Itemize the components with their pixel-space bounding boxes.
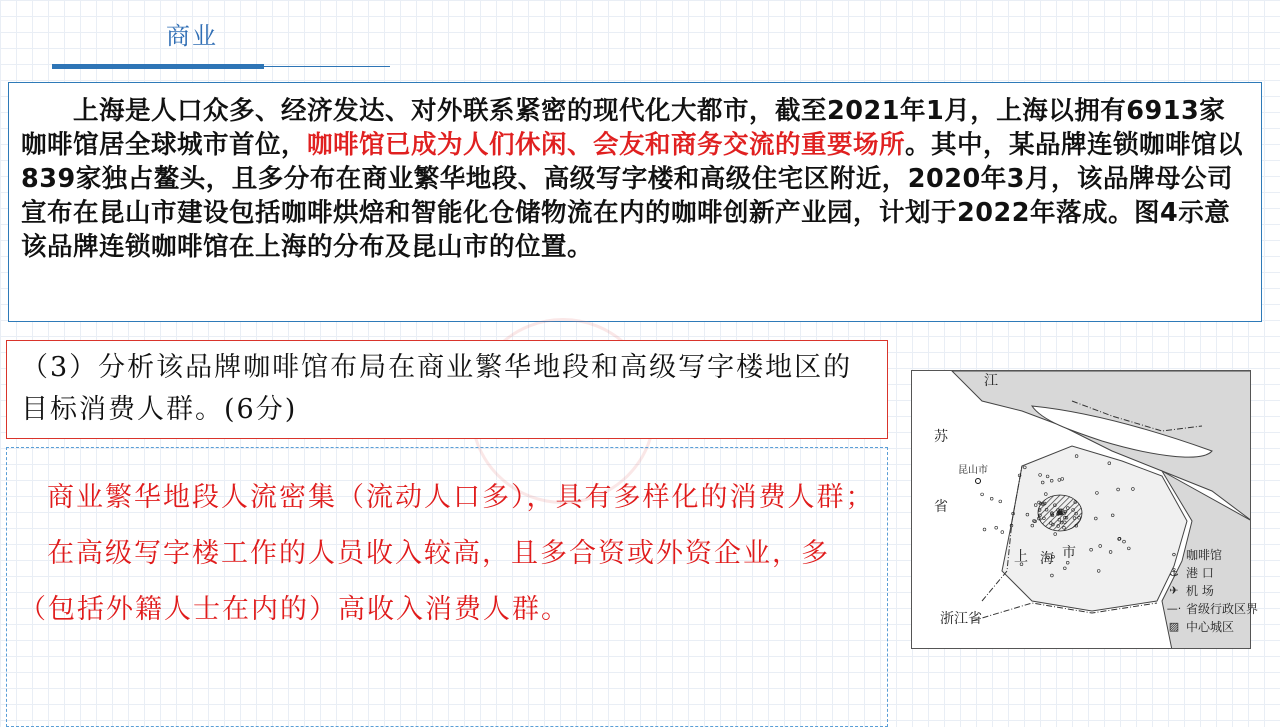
- legend-row-port: [1166, 564, 1276, 582]
- legend-label: 咖啡馆: [1186, 548, 1223, 562]
- map-label-shi: 市: [1062, 545, 1076, 561]
- airplane-icon: ✈: [1169, 584, 1179, 597]
- map-label-su: 苏: [934, 429, 948, 445]
- legend-label: 中心城区: [1186, 620, 1235, 634]
- question-box: [6, 340, 888, 439]
- intro-text-1: 上海是人口众多、经济发达、对外联系紧密的现代化大都市，截至2021年1月，上海以拥有6913家咖啡馆居全球城市首位，: [21, 96, 1226, 160]
- boundary-line-icon: —·: [1166, 602, 1182, 615]
- legend-row-airport: [1166, 582, 1276, 600]
- title-underline-bar: [52, 64, 264, 69]
- map-legend: [1166, 546, 1276, 636]
- map-label-zhejiang: 浙江省: [940, 611, 982, 627]
- legend-label: 省级行政区界: [1186, 602, 1259, 616]
- answer-line-2: 在高级写字楼工作的人员收入较高，且多合资或外资企业，多（包括外籍人士在内的）高收入消费人群。: [19, 538, 830, 625]
- answer-box: [6, 447, 888, 727]
- answer-line-1: 商业繁华地段人流密集（流动人口多），具有多样化的消费人群；: [47, 482, 875, 513]
- map-label-sheng: 省: [934, 499, 948, 515]
- legend-label: 港 口: [1186, 566, 1214, 580]
- anchor-icon: ⚓: [1169, 566, 1179, 579]
- question-text: （3）分析该品牌咖啡馆布局在商业繁华地段和高级写字楼地区的目标消费人群。(6分): [21, 352, 853, 425]
- legend-label: 机 场: [1186, 584, 1214, 598]
- map-label-kunshan: 昆山市: [958, 465, 988, 476]
- dot-icon: ∘: [1170, 548, 1178, 561]
- intro-passage: [8, 82, 1262, 322]
- map-label-shang: 上: [1014, 549, 1028, 565]
- legend-row-boundary: [1166, 600, 1276, 618]
- map-label-hai: 海: [1040, 551, 1054, 567]
- intro-text-2: 。其中，某品牌连锁咖啡馆以839家独占鳌头，且多分布在商业繁华地段、高级写字楼和高级住宅区附近，2020年3月，该品牌母公司宣布在昆山市建设包括咖啡烘焙和智能化仓储物流在内的咖啡创新产业园，计划于2022年落成。图4示意该品牌连锁咖啡馆在上海的分布及昆山市的位置。: [21, 130, 1244, 262]
- hatched-area-icon: ▨: [1168, 620, 1180, 633]
- intro-highlight-text: 咖啡馆已成为人们休闲、会友和商务交流的重要场所: [307, 130, 906, 160]
- title-underline-line: [264, 66, 390, 67]
- legend-row-central: [1166, 618, 1276, 636]
- section-title: 商业: [166, 22, 218, 50]
- legend-row-cafe: [1166, 546, 1276, 564]
- intro-paragraph: [21, 94, 1251, 264]
- map-label-jiang: 江: [984, 373, 998, 389]
